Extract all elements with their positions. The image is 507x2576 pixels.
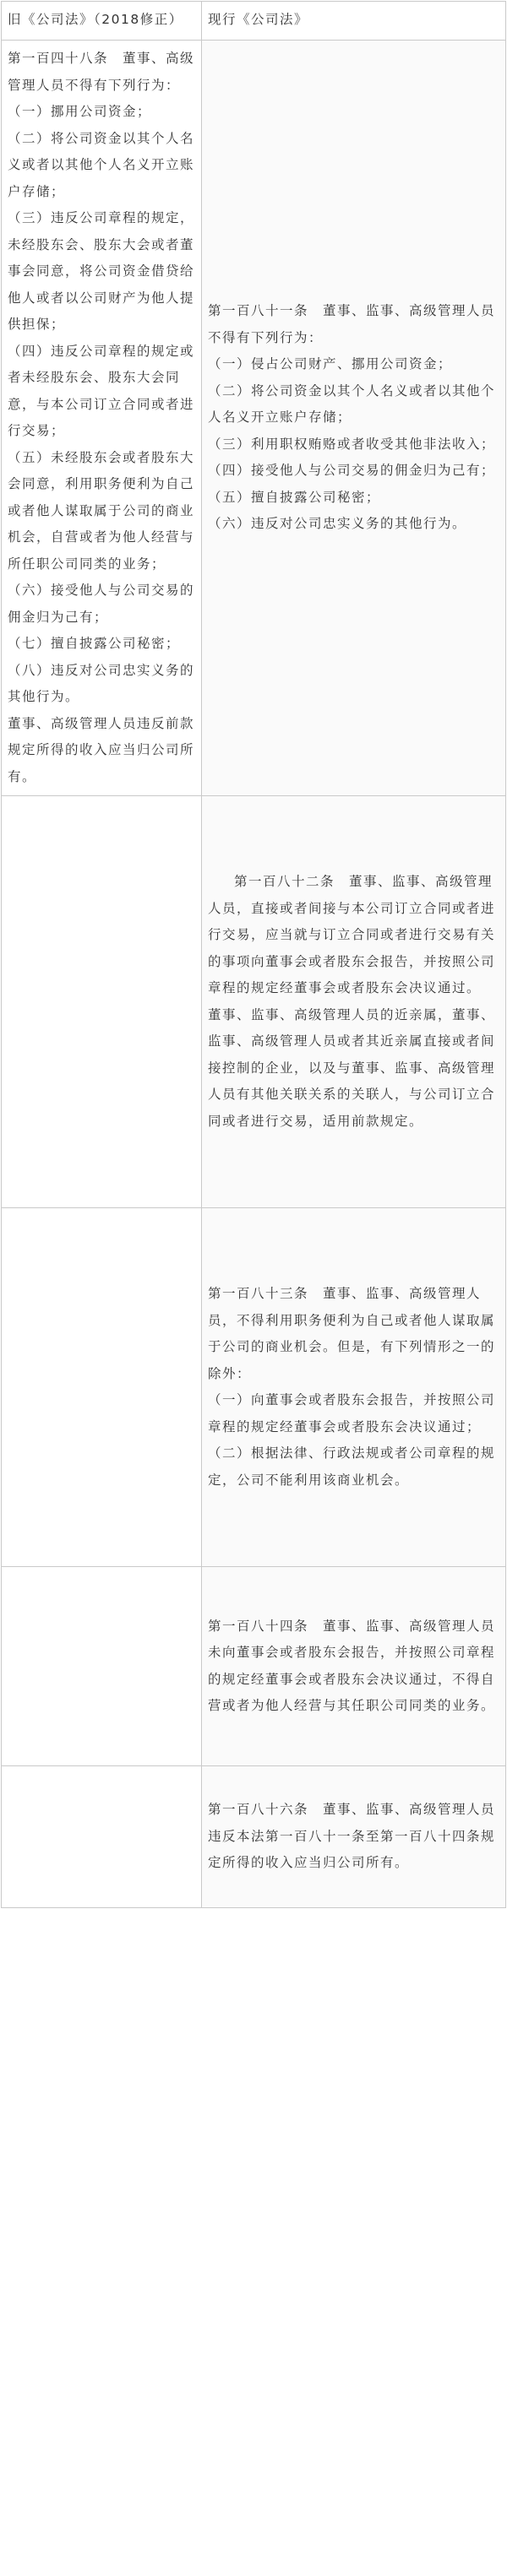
old-article-148-item: （五）未经股东会或者股东大会同意，利用职务便利为自己或者他人谋取属于公司的商业机会，自营或者为他人经营与所任职公司同类的业务； — [8, 449, 195, 572]
old-article-148-item: （二）将公司资金以其个人名义或者以其他个人名义开立账户存储； — [8, 130, 195, 199]
old-article-148-heading: 第一百四十八条 董事、高级管理人员不得有下列行为： — [8, 51, 195, 93]
old-law-cell-empty — [2, 796, 202, 1208]
old-law-cell-empty — [2, 1567, 202, 1766]
old-law-cell — [2, 41, 202, 796]
current-article-183-heading: 第一百八十三条 董事、监事、高级管理人员，不得利用职务便利为自己或者他人谋取属于公司的商业机会。但是，有下列情形之一的除外： — [208, 1286, 496, 1381]
current-law-cell — [202, 1208, 506, 1567]
old-article-148-item: （八）违反对公司忠实义务的其他行为。 — [8, 662, 195, 704]
current-article-181-item: （六）违反对公司忠实义务的其他行为。 — [208, 516, 467, 532]
current-law-cell — [202, 796, 506, 1208]
current-law-cell — [202, 1766, 506, 1908]
old-article-148-paragraph: 董事、高级管理人员违反前款规定所得的收入应当归公司所有。 — [8, 715, 195, 784]
current-article-181-item: （四）接受他人与公司交易的佣金归为己有； — [208, 463, 496, 479]
old-article-148-item: （四）违反公司章程的规定或者未经股东会、股东大会同意，与本公司订立合同或者进行交易； — [8, 343, 195, 438]
current-article-182-paragraph: 董事、监事、高级管理人员的近亲属，董事、监事、高级管理人员或者其近亲属直接或者间接控制的企业，以及与董事、监事、高级管理人员有其他关联关系的关联人，与公司订立合同或者进行交易，适用前款规定。 — [208, 1006, 496, 1129]
current-article-183-item: （二）根据法律、行政法规或者公司章程的规定，公司不能利用该商业机会。 — [208, 1445, 496, 1488]
table-row — [2, 1766, 506, 1908]
old-article-148-item: （七）擅自披露公司秘密； — [8, 636, 181, 651]
table-row — [2, 1208, 506, 1567]
header-old-law: 旧《公司法》（2018修正） — [2, 2, 202, 41]
current-article-181-item: （五）擅自披露公司秘密； — [208, 489, 381, 505]
current-article-184-paragraph: 第一百八十四条 董事、监事、高级管理人员未向董事会或者股东会报告，并按照公司章程的规定经董事会或者股东会决议通过，不得自营或者为他人经营与其任职公司同类的业务。 — [208, 1618, 496, 1713]
current-article-182-paragraph: 第一百八十二条 董事、监事、高级管理人员，直接或者间接与本公司订立合同或者进行交易，应当就与订立合同或者进行交易有关的事项向董事会或者股东会报告，并按照公司章程的规定经董事会或者股东会决议通过。 — [208, 874, 496, 995]
table-row — [2, 796, 506, 1208]
current-law-cell — [202, 41, 506, 796]
current-article-183-item: （一）向董事会或者股东会报告，并按照公司章程的规定经董事会或者股东会决议通过； — [208, 1392, 496, 1434]
current-article-181-item: （一）侵占公司财产、挪用公司资金； — [208, 356, 453, 372]
current-article-181-item: （二）将公司资金以其个人名义或者以其他个人名义开立账户存储； — [208, 382, 496, 426]
header-current-law: 现行《公司法》 — [202, 2, 506, 41]
old-article-148-item: （六）接受他人与公司交易的佣金归为己有； — [8, 583, 195, 625]
current-article-181-item: （三）利用职权贿赂或者收受其他非法收入； — [208, 436, 496, 452]
table-row — [2, 1567, 506, 1766]
current-article-181-heading: 第一百八十一条 董事、监事、高级管理人员不得有下列行为： — [208, 303, 496, 345]
table-header-row — [2, 2, 506, 41]
old-article-148-item: （三）违反公司章程的规定，未经股东会、股东大会或者董事会同意，将公司资金借贷给他人或者以公司财产为他人提供担保； — [8, 210, 195, 332]
comparison-table — [1, 1, 506, 1908]
current-law-cell — [202, 1567, 506, 1766]
current-article-186-paragraph: 第一百八十六条 董事、监事、高级管理人员违反本法第一百八十一条至第一百八十四条规定所得的收入应当归公司所有。 — [208, 1802, 496, 1871]
old-law-cell-empty — [2, 1766, 202, 1908]
table-row — [2, 41, 506, 796]
old-law-cell-empty — [2, 1208, 202, 1567]
old-article-148-item: （一）挪用公司资金； — [8, 104, 152, 119]
